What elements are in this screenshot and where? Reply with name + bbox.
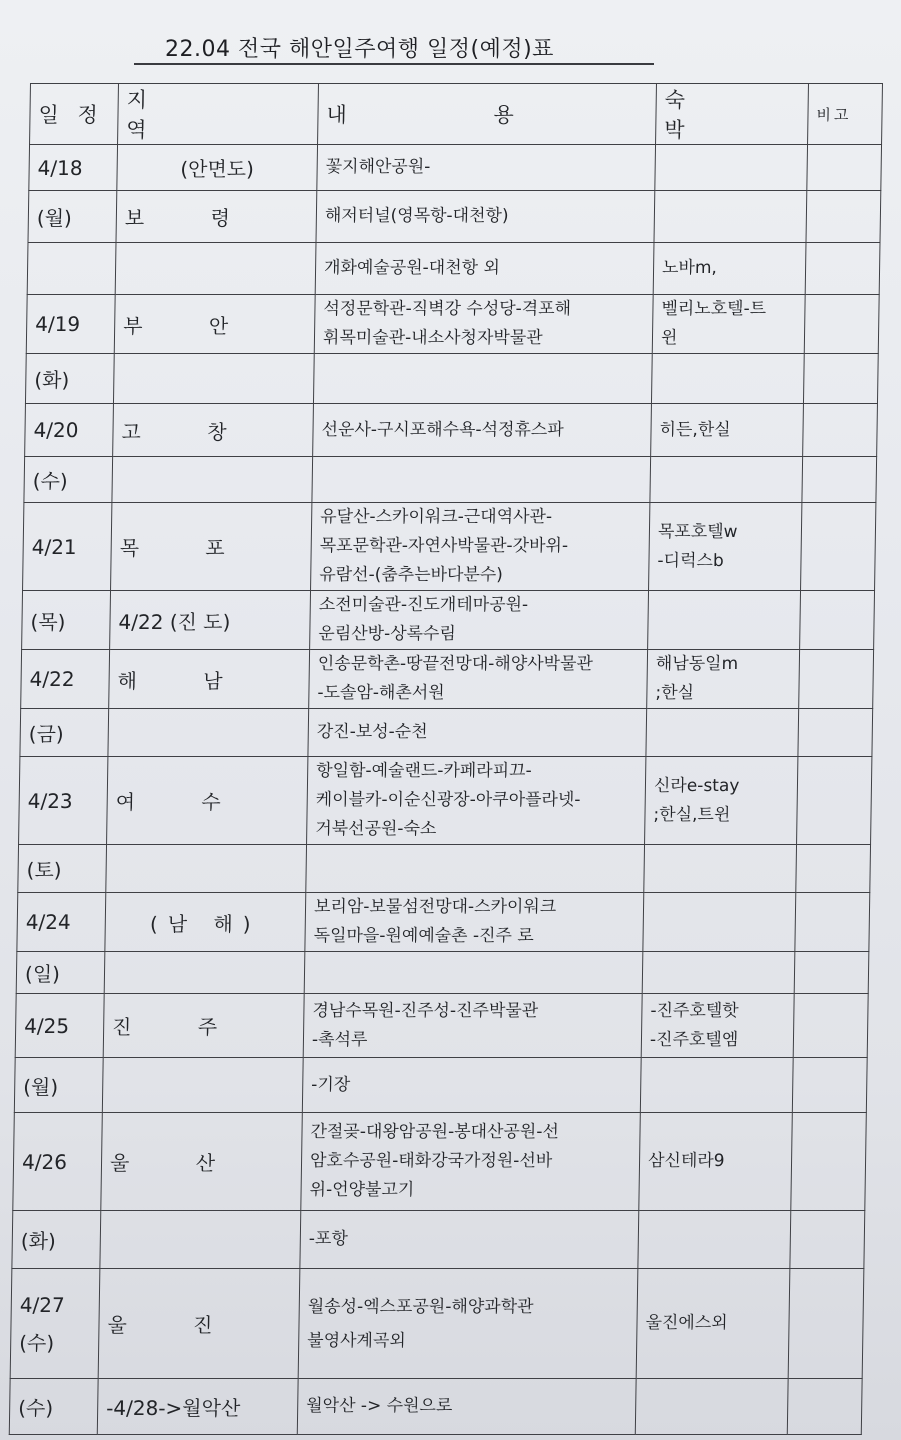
- stay-cell: 신라e-stay ;한실,트윈: [645, 757, 798, 845]
- date-cell: 4/20: [25, 404, 114, 457]
- header-row: [30, 84, 883, 145]
- date-cell: (수): [24, 457, 113, 503]
- region-cell: [108, 709, 309, 757]
- region-cell: 보 령: [116, 191, 317, 243]
- content-cell: -포항: [300, 1211, 639, 1269]
- note-cell: [799, 650, 874, 709]
- region-cell: 울 산: [101, 1113, 303, 1211]
- table-row: [13, 1113, 867, 1211]
- content-cell: -기장: [302, 1058, 641, 1113]
- content-cell: [313, 354, 652, 404]
- stay-cell: 삼신테라9: [639, 1113, 793, 1211]
- table-row: [14, 1058, 867, 1113]
- date-cell: (수): [9, 1379, 98, 1435]
- note-cell: [798, 709, 873, 757]
- note-cell: [788, 1269, 864, 1379]
- content-cell: 인송문학촌-땅끝전망대-해양사박물관 -도솔암-해촌서원: [309, 650, 648, 709]
- date-cell: 4/24: [17, 893, 106, 952]
- note-cell: [797, 757, 872, 845]
- date-cell: (월): [14, 1058, 103, 1113]
- stay-cell: 해남동일m ;한실: [647, 650, 800, 709]
- content-cell: 석정문학관-직벽강 수성당-격포해 휘목미술관-내소사청자박물관: [314, 295, 653, 354]
- note-cell: [801, 503, 876, 591]
- table-row: [16, 952, 869, 994]
- region-cell: [102, 1058, 303, 1113]
- title-underline: [134, 63, 654, 65]
- note-cell: [803, 404, 878, 457]
- table-row: [22, 591, 875, 650]
- content-cell: 선운사-구시포해수욕-석정휴스파: [313, 404, 652, 457]
- table-row: [9, 1379, 862, 1435]
- date-cell: 4/26: [13, 1113, 103, 1211]
- table-row: [25, 354, 878, 404]
- content-cell: 소전미술관-진도개테마공원- 운림산방-상록수림: [310, 591, 649, 650]
- note-cell: [795, 893, 870, 952]
- schedule-table: [9, 83, 883, 1435]
- note-cell: [792, 1058, 867, 1113]
- table-row: [23, 503, 876, 591]
- stay-cell: [650, 457, 803, 503]
- stay-cell: [644, 845, 797, 893]
- note-cell: [793, 994, 868, 1058]
- stay-cell: [642, 952, 795, 994]
- date-cell: 4/27 (수): [10, 1269, 100, 1379]
- header-content: 내 용: [318, 84, 657, 145]
- note-cell: [796, 845, 871, 893]
- table-row: [24, 457, 877, 503]
- date-cell: (월): [28, 191, 117, 243]
- stay-cell: [654, 191, 807, 243]
- page-title: 22.04 전국 해안일주여행 일정(예정)표: [165, 37, 554, 62]
- region-cell: 고 창: [113, 404, 314, 457]
- region-cell: -4/28->월악산: [97, 1379, 298, 1435]
- region-cell: [104, 952, 305, 994]
- content-cell: 월악산 -> 수원으로: [297, 1379, 636, 1435]
- header-date: 일 정: [30, 84, 119, 145]
- header-region: 지 역: [118, 84, 319, 145]
- header-stay: 숙 박: [656, 84, 809, 145]
- content-cell: 간절곶-대왕암공원-봉대산공원-선 암호수공원-태화강국가정원-선바 위-언양불고기: [301, 1113, 641, 1211]
- note-cell: [807, 145, 882, 191]
- region-cell: [100, 1211, 301, 1269]
- table-row: [12, 1211, 865, 1269]
- content-cell: 해저터널(영목항-대천항): [316, 191, 655, 243]
- stay-cell: 목포호텔w -디럭스b: [649, 503, 802, 591]
- region-cell: [112, 457, 313, 503]
- date-cell: 4/19: [26, 295, 115, 354]
- note-cell: [787, 1379, 862, 1435]
- region-cell: [106, 845, 307, 893]
- stay-cell: 히든,한실: [651, 404, 804, 457]
- date-cell: 4/22: [21, 650, 110, 709]
- content-cell: [306, 845, 645, 893]
- region-cell: 여 수: [107, 757, 308, 845]
- table-row: [17, 893, 870, 952]
- region-cell: 진 주: [103, 994, 304, 1058]
- table-row: [25, 404, 878, 457]
- note-cell: [803, 354, 878, 404]
- date-cell: (일): [16, 952, 105, 994]
- date-cell: (금): [20, 709, 109, 757]
- region-cell: 울 진: [98, 1269, 300, 1379]
- table-row: [20, 709, 873, 757]
- table-row: [21, 650, 874, 709]
- stay-cell: [651, 354, 804, 404]
- region-cell: 해 남: [109, 650, 310, 709]
- region-cell: 4/22 (진 도): [110, 591, 311, 650]
- content-cell: [304, 952, 643, 994]
- stay-cell: [640, 1058, 793, 1113]
- header-note: 비고: [808, 84, 883, 145]
- table-row: [26, 295, 879, 354]
- date-cell: (화): [12, 1211, 101, 1269]
- table-row: [29, 145, 882, 191]
- note-cell: [794, 952, 869, 994]
- region-cell: [113, 354, 314, 404]
- region-cell: (남 해): [105, 893, 306, 952]
- note-cell: [790, 1211, 865, 1269]
- note-cell: [800, 591, 875, 650]
- note-cell: [802, 457, 877, 503]
- content-cell: 보리암-보물섬전망대-스카이워크 독일마을-원예예술촌 -진주 로: [305, 893, 644, 952]
- region-cell: 목 포: [111, 503, 312, 591]
- table-row: [10, 1269, 864, 1379]
- date-cell: 4/21: [23, 503, 112, 591]
- note-cell: [804, 295, 879, 354]
- table-row: [19, 757, 872, 845]
- region-cell: 부 안: [114, 295, 315, 354]
- table-row: [15, 994, 868, 1058]
- content-cell: 개화예술공원-대천항 외: [315, 243, 654, 295]
- content-cell: 강진-보성-순천: [308, 709, 647, 757]
- stay-cell: [643, 893, 796, 952]
- stay-cell: [635, 1379, 788, 1435]
- stay-cell: 울진에스외: [636, 1269, 790, 1379]
- date-cell: 4/18: [29, 145, 118, 191]
- table-row: [28, 191, 881, 243]
- date-cell: 4/25: [15, 994, 104, 1058]
- table-row: [18, 845, 871, 893]
- content-cell: 유달산-스카이워크-근대역사관- 목포문학관-자연사박물관-갓바위- 유람선-(춤추는바다분수): [311, 503, 650, 591]
- stay-cell: 노바m,: [653, 243, 806, 295]
- content-cell: 경남수목원-진주성-진주박물관 -촉석루: [303, 994, 642, 1058]
- content-cell: 꽃지해안공원-: [317, 145, 656, 191]
- content-cell: 항일함-예술랜드-카페라피끄- 케이블카-이순신광장-아쿠아플라넷- 거북선공원-숙소: [307, 757, 646, 845]
- content-cell: [312, 457, 651, 503]
- date-cell: (목): [22, 591, 111, 650]
- date-cell: (토): [18, 845, 107, 893]
- date-cell: 4/23: [19, 757, 108, 845]
- stay-cell: [638, 1211, 791, 1269]
- region-cell: [115, 243, 316, 295]
- date-cell: (화): [25, 354, 114, 404]
- note-cell: [791, 1113, 867, 1211]
- note-cell: [806, 191, 881, 243]
- stay-cell: [655, 145, 808, 191]
- stay-cell: 벨리노호텔-트 윈: [652, 295, 805, 354]
- region-cell: (안면도): [117, 145, 318, 191]
- stay-cell: -진주호텔핫 -진주호텔엠: [641, 994, 794, 1058]
- stay-cell: [648, 591, 801, 650]
- table-row: [27, 243, 880, 295]
- note-cell: [805, 243, 880, 295]
- content-cell: 월송성-엑스포공원-해양과학관 불영사계곡외: [298, 1269, 638, 1379]
- stay-cell: [646, 709, 799, 757]
- date-cell: [27, 243, 116, 295]
